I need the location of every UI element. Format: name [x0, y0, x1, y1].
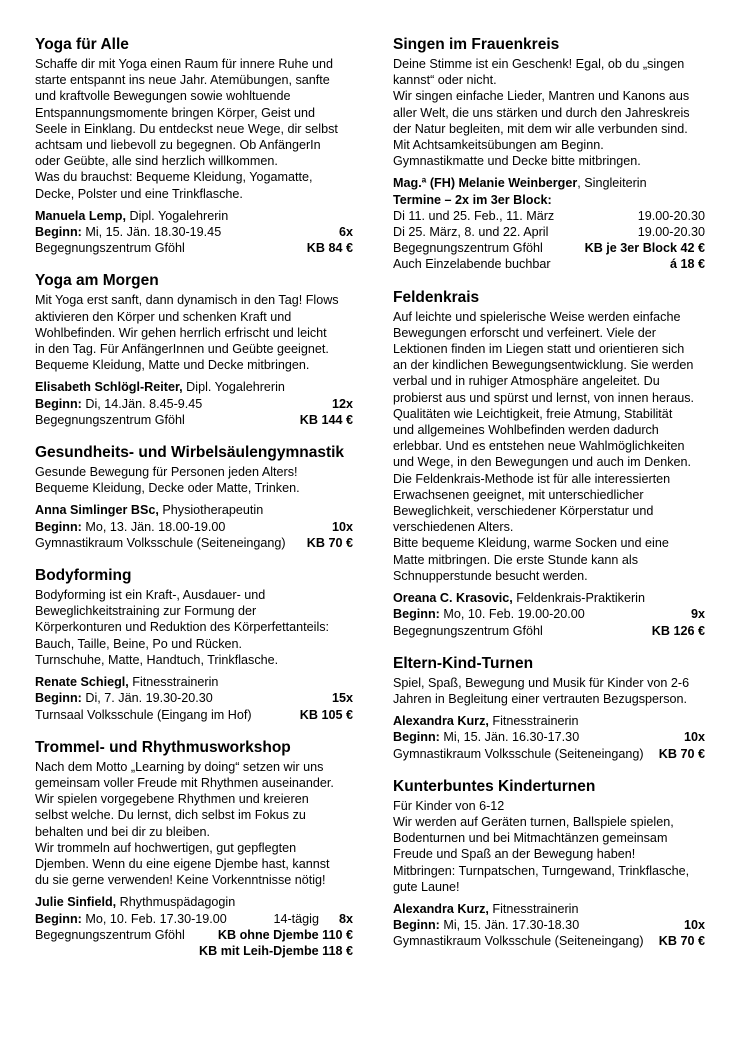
start-row	[35, 519, 353, 535]
course-feldenkrais	[393, 287, 705, 639]
description-line: Mit Yoga erst sanft, dann dynamisch in den Tag! Flows	[35, 293, 339, 308]
description-line: Was du brauchst: Bequeme Kleidung, Yogamatte,	[35, 170, 313, 185]
instructor-line	[393, 175, 705, 191]
description-line: Freude und Spaß an der Bewegung haben!	[393, 847, 636, 862]
right-column	[393, 34, 705, 964]
course-info	[393, 713, 705, 762]
description-line: Auf leichte und spielerische Weise werden einfache	[393, 309, 681, 324]
start-value: Mi, 15. Jän. 17.30-18.30	[439, 918, 580, 933]
course-title: Yoga am Morgen	[35, 272, 159, 290]
description-line: Jahren in Begleitung einer vertrauten Bezugsperson.	[393, 691, 688, 706]
instructor-line	[393, 713, 705, 729]
instructor-line	[35, 502, 353, 518]
session-count: 6x	[338, 225, 353, 240]
price: KB 126 €	[651, 623, 705, 638]
course-info	[393, 901, 705, 950]
course-description	[393, 798, 705, 895]
location-row	[35, 535, 353, 551]
course-info	[35, 379, 353, 428]
start-row	[393, 917, 705, 933]
course-bodyforming	[35, 565, 353, 723]
price: KB 144 €	[299, 412, 353, 427]
course-title: Yoga für Alle	[35, 36, 129, 53]
description-line: starte entspannt ins neue Jahr. Atemübungen, sanfte	[35, 73, 330, 88]
start-label: Beginn:	[35, 519, 82, 534]
description-line: Wir werden auf Geräten turnen, Ballspiele spielen,	[393, 814, 674, 829]
location-row	[393, 623, 705, 639]
location-row	[35, 927, 353, 943]
course-info	[393, 175, 705, 272]
course-title: Bodyforming	[35, 567, 132, 585]
description-line: Körperkonturen und Reduktion des Körperfettanteils:	[35, 620, 330, 635]
description-line: und allgemeines Wohlbefinden werden dadurch	[393, 423, 659, 438]
course-yoga-am-morgen	[35, 270, 353, 428]
description-line: achtsam und liebevoll zu begegnen. Ob AnfängerIn	[35, 138, 321, 153]
location-row	[35, 240, 353, 256]
start-value: Mi, 15. Jän. 18.30-19.45	[81, 225, 222, 240]
instructor-role: Physiotherapeutin	[158, 503, 264, 518]
description-line: an der kindlichen Bewegungsentwicklung. Sie werden	[393, 358, 694, 373]
description-line: Mitbringen: Turnpatschen, Turngewand, Trinkflasche,	[393, 863, 690, 878]
price: KB 84 €	[306, 241, 353, 256]
course-title: Gesundheits- und Wirbelsäulengymnastik	[35, 444, 345, 462]
time-range: 19.00-20.30	[637, 225, 705, 240]
instructor-name: Anna Simlinger BSc,	[35, 503, 159, 518]
description-line: gemeinsam voller Freude mit Rhythmen auseinander.	[35, 775, 334, 790]
description-line: verbal und in ruhiger Atmosphäre angeleitet. Du	[393, 374, 660, 389]
instructor-name: Julie Sinfield,	[35, 895, 117, 910]
description-line: und Wege, in den Bewegungen und auch im Denken.	[393, 455, 692, 470]
course-singen-im-frauenkreis	[393, 34, 705, 273]
session-count: 12x	[331, 396, 353, 411]
description-line: oder Geübte, alle sind herzlich willkommen.	[35, 154, 278, 169]
description-line: Lektionen finden im Liegen statt und orientieren sich	[393, 342, 685, 357]
instructor-name: Alexandra Kurz,	[393, 714, 489, 729]
time-range: 19.00-20.30	[637, 208, 705, 223]
description-line: probierst aus und spürst und lernst, von innen heraus.	[393, 390, 695, 405]
instructor-role: Fitnesstrainerin	[488, 901, 579, 916]
location: Begegnungszentrum Gföhl	[35, 241, 185, 256]
price: KB 70 €	[658, 746, 705, 761]
frequency: 14-tägig	[273, 911, 319, 926]
course-title: Eltern-Kind-Turnen	[393, 654, 534, 672]
course-description	[393, 56, 705, 169]
course-description	[393, 675, 705, 707]
description-line: Mit Achtsamkeitsübungen am Beginn.	[393, 138, 604, 153]
start-value: Mo, 10. Feb. 17.30-19.00	[81, 911, 227, 926]
location: Gymnastikraum Volksschule (Seiteneingang)	[393, 746, 644, 761]
description-line: gute Laune!	[393, 879, 460, 894]
date-range: Di 25. März, 8. und 22. April	[393, 225, 549, 240]
termine-label: Termine – 2x im 3er Block:	[393, 192, 552, 207]
instructor-name: Mag.ª (FH) Melanie Weinberger	[393, 176, 578, 191]
location: Gymnastikraum Volksschule (Seiteneingang)	[35, 535, 286, 550]
start-label: Beginn:	[35, 691, 82, 706]
location-row	[35, 412, 353, 428]
course-info	[393, 590, 705, 639]
start-label: Beginn:	[393, 607, 440, 622]
location: Begegnungszentrum Gföhl	[35, 927, 185, 942]
course-yoga-fuer-alle	[35, 34, 353, 256]
start-row	[393, 729, 705, 745]
description-line: aktivieren den Körper und schenken Kraft und	[35, 309, 292, 324]
start-label: Beginn:	[393, 730, 440, 745]
description-line: Bitte bequeme Kleidung, warme Socken und eine	[393, 536, 669, 551]
instructor-role: Feldenkrais-Praktikerin	[512, 591, 645, 606]
start-value: Mi, 15. Jän. 16.30-17.30	[439, 730, 580, 745]
start-value: Mo, 10. Feb. 19.00-20.00	[439, 607, 585, 622]
single-evening-row	[393, 256, 705, 272]
left-column	[35, 34, 353, 973]
description-line: Die Feldenkrais-Methode ist für alle interessierten	[393, 471, 671, 486]
location-row	[393, 240, 705, 256]
description-line: Gymnastikmatte und Decke bitte mitbringen.	[393, 154, 641, 169]
single-price: á 18 €	[669, 257, 705, 272]
session-count: 10x	[331, 519, 353, 534]
location-row	[393, 933, 705, 949]
instructor-line	[35, 674, 353, 690]
description-line: Bodenturnen und bei Mitmachtänzen gemeinsam	[393, 831, 668, 846]
description-line: Gesunde Bewegung für Personen jeden Alters!	[35, 465, 298, 480]
instructor-line	[393, 901, 705, 917]
description-line: Decke, Polster und eine Trinkflasche.	[35, 186, 243, 201]
instructor-role: Dipl. Yogalehrerin	[125, 208, 229, 223]
session-count: 9x	[690, 607, 705, 622]
description-line: behalten und bei dir zu bleiben.	[35, 824, 211, 839]
price: KB je 3er Block 42 €	[584, 241, 705, 256]
start-row	[35, 690, 353, 706]
description-line: du sie gerne verwenden! Keine Vorkenntnisse nötig!	[35, 873, 326, 888]
course-info	[35, 674, 353, 723]
session-count: 10x	[683, 918, 705, 933]
description-line: Spiel, Spaß, Bewegung und Musik für Kinder von 2-6	[393, 675, 690, 690]
course-description	[35, 464, 353, 496]
instructor-line	[35, 208, 353, 224]
date-row	[393, 208, 705, 224]
description-line: in den Tag. Für AnfängerInnen und Geübte geeignet.	[35, 342, 329, 357]
description-line: Schnupperstunde besucht werden.	[393, 568, 588, 583]
description-line: Bodyforming ist ein Kraft-, Ausdauer- und	[35, 588, 266, 603]
course-description	[35, 759, 353, 889]
course-kunterbuntes-kinderturnen	[393, 776, 705, 950]
start-row	[35, 224, 353, 240]
course-info	[35, 208, 353, 257]
price: KB 105 €	[299, 707, 353, 722]
instructor-role: Fitnesstrainerin	[488, 714, 579, 729]
description-line: der Natur begleiten, mit dem wir alle verbunden sind.	[393, 121, 688, 136]
instructor-line	[35, 894, 353, 910]
instructor-name: Renate Schiegl,	[35, 675, 129, 690]
description-line: kannst“ oder nicht.	[393, 73, 497, 88]
course-eltern-kind-turnen	[393, 653, 705, 762]
course-title: Feldenkrais	[393, 288, 480, 306]
description-line: Seele in Einklang. Du entdeckst neue Wege, dir selbst	[35, 121, 338, 136]
instructor-name: Manuela Lemp,	[35, 208, 126, 223]
location: Gymnastikraum Volksschule (Seiteneingang)	[393, 934, 644, 949]
start-label: Beginn:	[393, 918, 440, 933]
description-line: Qualitäten wie Leichtigkeit, freie Atmung, Stabilität	[393, 406, 673, 421]
session-count: 15x	[331, 691, 353, 706]
location: Begegnungszentrum Gföhl	[393, 623, 543, 638]
description-line: Bequeme Kleidung, Matte und Decke mitbringen.	[35, 358, 310, 373]
price: KB ohne Djembe 110 €	[217, 927, 353, 942]
instructor-line	[35, 379, 353, 395]
location: Begegnungszentrum Gföhl	[393, 241, 543, 256]
description-line: Bewegungen erforscht und verfeinert. Viele der	[393, 325, 656, 340]
single-evening-note: Auch Einzelabende buchbar	[393, 257, 551, 272]
location-row	[35, 707, 353, 723]
instructor-role: Fitnesstrainerin	[128, 675, 219, 690]
course-trommelworkshop	[35, 737, 353, 959]
description-line: Wir singen einfache Lieder, Mantren und Kanons aus	[393, 89, 690, 104]
price: KB 70 €	[658, 934, 705, 949]
description-line: Turnschuhe, Matte, Handtuch, Trinkflasche.	[35, 652, 279, 667]
price: KB 70 €	[306, 535, 353, 550]
start-value: Mo, 13. Jän. 18.00-19.00	[81, 519, 226, 534]
description-line: Bequeme Kleidung, Decke oder Matte, Trinken.	[35, 481, 300, 496]
course-description	[35, 587, 353, 668]
start-value: Di, 14.Jän. 8.45-9.45	[81, 396, 203, 411]
instructor-name: Oreana C. Krasovic,	[393, 591, 513, 606]
instructor-name: Elisabeth Schlögl-Reiter,	[35, 380, 183, 395]
course-wirbelsaeulengymnastik	[35, 442, 353, 551]
description-line: Beweglichkeitstraining zur Formung der	[35, 604, 257, 619]
course-title: Singen im Frauenkreis	[393, 36, 560, 53]
description-line: Erwachsenen geeignet, mit unterschiedlicher	[393, 487, 644, 502]
course-description	[393, 309, 705, 584]
description-line: verschiedenen Alters.	[393, 520, 514, 535]
course-description	[35, 292, 353, 373]
start-row	[35, 396, 353, 412]
instructor-name: Alexandra Kurz,	[393, 901, 489, 916]
start-label: Beginn:	[35, 396, 82, 411]
start-row	[393, 606, 705, 622]
date-row	[393, 224, 705, 240]
start-value: Di, 7. Jän. 19.30-20.30	[81, 691, 213, 706]
description-line: Deine Stimme ist ein Geschenk! Egal, ob du „singen	[393, 57, 685, 71]
course-info	[35, 894, 353, 959]
course-title: Trommel- und Rhythmusworkshop	[35, 738, 291, 756]
price-row	[35, 943, 353, 959]
description-line: Wir trommeln auf hochwertigen, gut gepflegten	[35, 840, 297, 855]
start-row	[35, 911, 353, 927]
description-line: aller Welt, die uns stärken und durch den Jahreskreis	[393, 105, 690, 120]
session-count: 10x	[683, 730, 705, 745]
start-label: Beginn:	[35, 225, 82, 240]
location: Begegnungszentrum Gföhl	[35, 412, 185, 427]
description-line: Nach dem Motto „Learning by doing“ setzen wir uns	[35, 759, 324, 774]
description-line: selbst welche. Du lernst, dich selbst im Fokus zu	[35, 808, 306, 823]
description-line: Wohlbefinden. Wir gehen herrlich erfrischt und leicht	[35, 325, 327, 340]
description-line: Matte mitbringen. Die erste Stunde kann als	[393, 552, 639, 567]
instructor-role: Dipl. Yogalehrerin	[182, 380, 285, 395]
course-description	[35, 56, 353, 202]
description-line: Bauch, Taille, Beine, Po und Rücken.	[35, 636, 242, 651]
description-line: Für Kinder von 6-12	[393, 798, 505, 813]
description-line: und kraftvolle Bewegungen sowie wohltuende	[35, 89, 291, 104]
instructor-role: Rhythmuspädagogin	[116, 895, 236, 910]
description-line: Entspannungsmomente bringen Körper, Geist und	[35, 105, 316, 120]
price-with-rental: KB mit Leih-Djembe 118 €	[199, 943, 353, 958]
course-title: Kunterbuntes Kinderturnen	[393, 777, 596, 795]
instructor-role: , Singleiterin	[577, 176, 647, 191]
description-line: Beweglichkeit, verschiedener Körperstatur und	[393, 504, 654, 519]
description-line: erlebbar. Und es entstehen neue Wahlmöglichkeiten	[393, 439, 685, 454]
location: Turnsaal Volksschule (Eingang im Hof)	[35, 707, 252, 722]
date-range: Di 11. und 25. Feb., 11. März	[393, 208, 555, 223]
location-row	[393, 746, 705, 762]
session-count: 8x	[338, 911, 353, 926]
course-info	[35, 502, 353, 551]
description-line: Schaffe dir mit Yoga einen Raum für innere Ruhe und	[35, 57, 334, 71]
start-label: Beginn:	[35, 911, 82, 926]
instructor-line	[393, 590, 705, 606]
description-line: Wir spielen vorgegebene Rhythmen und kreieren	[35, 792, 309, 807]
description-line: Djemben. Wenn du eine eigene Djembe hast, kannst	[35, 856, 330, 871]
